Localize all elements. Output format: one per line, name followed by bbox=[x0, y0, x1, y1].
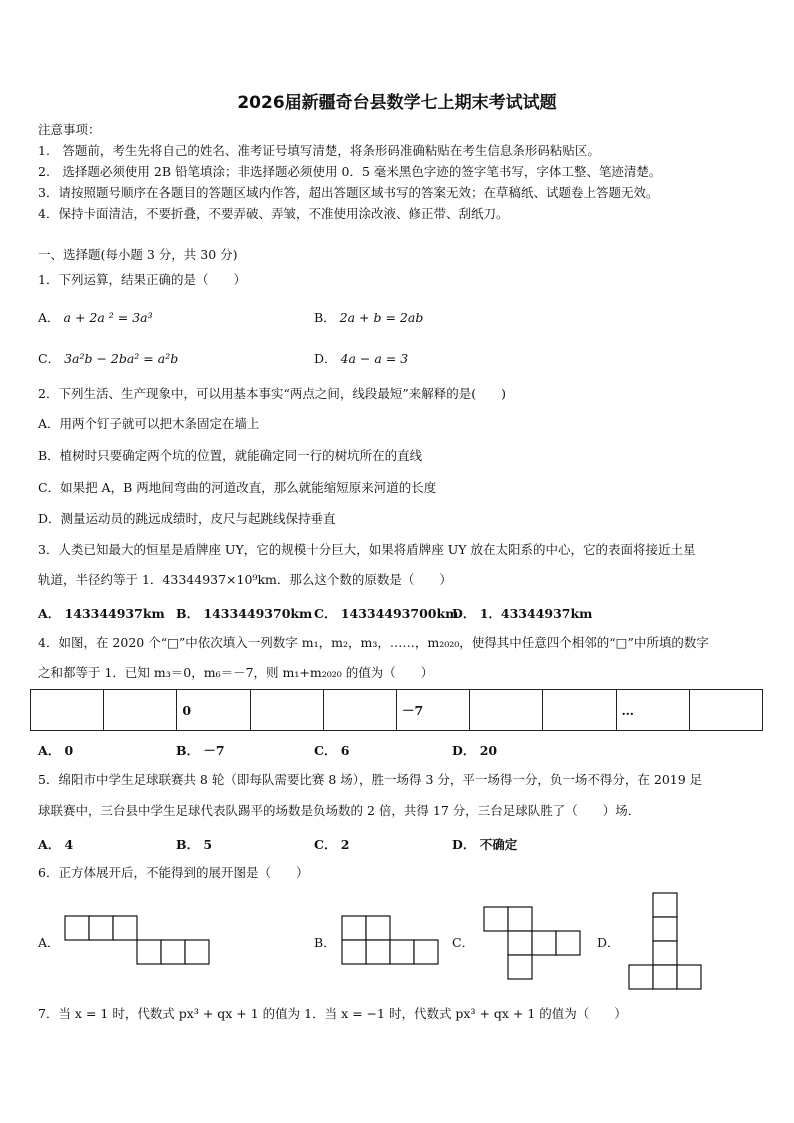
q1-option-a-label: A． bbox=[38, 310, 60, 325]
q1-option-c-expr: 3a²b − 2ba² = a²b bbox=[64, 351, 179, 366]
q2-option-b: B．植树时只要确定两个坑的位置，就能确定同一行的树坑所在的直线 bbox=[38, 448, 423, 463]
q2-stem: 2．下列生活、生产现象中，可以用基本事实“两点之间，线段最短”来解释的是( ) bbox=[38, 386, 506, 401]
q5-stem-line-1: 5．绵阳市中学生足球联赛共 8 轮（即每队需要比赛 8 场），胜一场得 3 分，平一场得一分，负一场不得分，在 2019 足 bbox=[38, 772, 703, 787]
box-cell bbox=[250, 690, 323, 731]
box-cell bbox=[470, 690, 543, 731]
q2-option-a: A．用两个钉子就可以把木条固定在墙上 bbox=[38, 416, 260, 431]
q7-stem: 7．当 x = 1 时，代数式 px³ + qx + 1 的值为 1．当 x = −1 时，代数式 px³ + qx + 1 的值为（ ） bbox=[38, 1006, 627, 1021]
number-box-row bbox=[30, 689, 763, 731]
net-diagram-a bbox=[64, 915, 210, 965]
q1-option-a bbox=[38, 308, 153, 326]
q4-option-a: A． 0 bbox=[38, 743, 74, 758]
section-heading: 一、选择题(每小题 3 分，共 30 分) bbox=[38, 247, 238, 262]
q6-option-a-label: A． bbox=[38, 935, 60, 950]
net-diagram-c bbox=[483, 906, 581, 980]
q5-option-d: D． 不确定 bbox=[452, 837, 518, 852]
q3-option-c: C． 14334493700km bbox=[314, 606, 459, 621]
q1-option-b bbox=[314, 308, 423, 326]
q1-option-d bbox=[314, 349, 408, 367]
q6-option-b-label: B． bbox=[314, 935, 336, 950]
q5-stem-line-2: 球联赛中，三台县中学生足球代表队踢平的场数是负场数的 2 倍，共得 17 分，三台足球队胜了（ ）场． bbox=[38, 803, 641, 818]
q3-stem-line-2: 轨道，半径约等于 1．43344937×10⁹km．那么这个数的原数是（ ） bbox=[38, 572, 452, 587]
q1-stem: 1．下列运算，结果正确的是（ ） bbox=[38, 272, 246, 287]
q1-option-c bbox=[38, 349, 178, 367]
q1-option-a-expr: a + 2a ² = 3a³ bbox=[63, 310, 153, 325]
notice-item-1: 1. 答题前，考生先将自己的姓名、准考证号填写清楚，将条形码准确粘贴在考生信息条形码粘贴区。 bbox=[38, 143, 600, 158]
box-cell: … bbox=[616, 690, 689, 731]
notice-heading: 注意事项： bbox=[38, 122, 101, 137]
q1-option-d-expr: 4a − a = 3 bbox=[340, 351, 409, 366]
box-cell: 0 bbox=[177, 690, 250, 731]
q6-option-c-label: C． bbox=[452, 935, 475, 950]
q6-option-d-label: D． bbox=[597, 935, 620, 950]
box-cell bbox=[543, 690, 616, 731]
q1-option-c-label: C． bbox=[38, 351, 61, 366]
box-cell bbox=[323, 690, 396, 731]
box-cell: －7 bbox=[396, 690, 469, 731]
q3-option-d: D． 1．43344937km bbox=[452, 606, 593, 621]
q1-option-b-expr: 2a + b = 2ab bbox=[339, 310, 424, 325]
q1-option-d-label: D． bbox=[314, 351, 337, 366]
q5-option-a: A． 4 bbox=[38, 837, 74, 852]
q2-option-d: D．测量运动员的跳远成绩时，皮尺与起跳线保持垂直 bbox=[38, 511, 336, 526]
q4-option-d: D． 20 bbox=[452, 743, 498, 758]
net-diagram-d bbox=[628, 892, 702, 990]
q3-option-b: B． 1433449370km bbox=[176, 606, 313, 621]
box-cell bbox=[689, 690, 762, 731]
q5-option-c: C． 2 bbox=[314, 837, 350, 852]
q4-option-b: B． －7 bbox=[176, 743, 225, 758]
q5-option-b: B． 5 bbox=[176, 837, 213, 852]
notice-item-2: 2. 选择题必须使用 2B 铅笔填涂；非选择题必须使用 0．5 毫米黑色字迹的签字笔书写，字体工整、笔迹清楚。 bbox=[38, 164, 662, 179]
box-cell bbox=[104, 690, 177, 731]
q2-option-c: C．如果把 A，B 两地间弯曲的河道改直，那么就能缩短原来河道的长度 bbox=[38, 480, 437, 495]
q3-stem-line-1: 3．人类已知最大的恒星是盾牌座 UY，它的规模十分巨大，如果将盾牌座 UY 放在太阳系的中心，它的表面将接近土星 bbox=[38, 542, 696, 557]
q4-stem-line-1: 4．如图，在 2020 个“□”中依次填入一列数字 m₁，m₂，m₃，……，m₂₀₂₀，使得其中任意四个相邻的“□”中所填的数字 bbox=[38, 635, 709, 650]
net-diagram-b bbox=[341, 915, 439, 965]
exam-title: 2026届新疆奇台县数学七上期末考试试题 bbox=[237, 93, 557, 113]
notice-item-3: 3．请按照题号顺序在各题目的答题区域内作答，超出答题区域书写的答案无效；在草稿纸、试题卷上答题无效。 bbox=[38, 185, 659, 200]
q4-option-c: C． 6 bbox=[314, 743, 350, 758]
q1-option-b-label: B． bbox=[314, 310, 336, 325]
q3-option-a: A． 143344937km bbox=[38, 606, 165, 621]
box-cell bbox=[31, 690, 104, 731]
notice-item-4: 4．保持卡面清洁，不要折叠，不要弄破、弄皱，不准使用涂改液、修正带、刮纸刀。 bbox=[38, 206, 509, 221]
q4-stem-line-2: 之和都等于 1．已知 m₃＝0，m₆＝－7，则 m₁+m₂₀₂₀ 的值为（ ） bbox=[38, 665, 434, 680]
q6-stem: 6．正方体展开后，不能得到的展开图是（ ） bbox=[38, 865, 309, 880]
